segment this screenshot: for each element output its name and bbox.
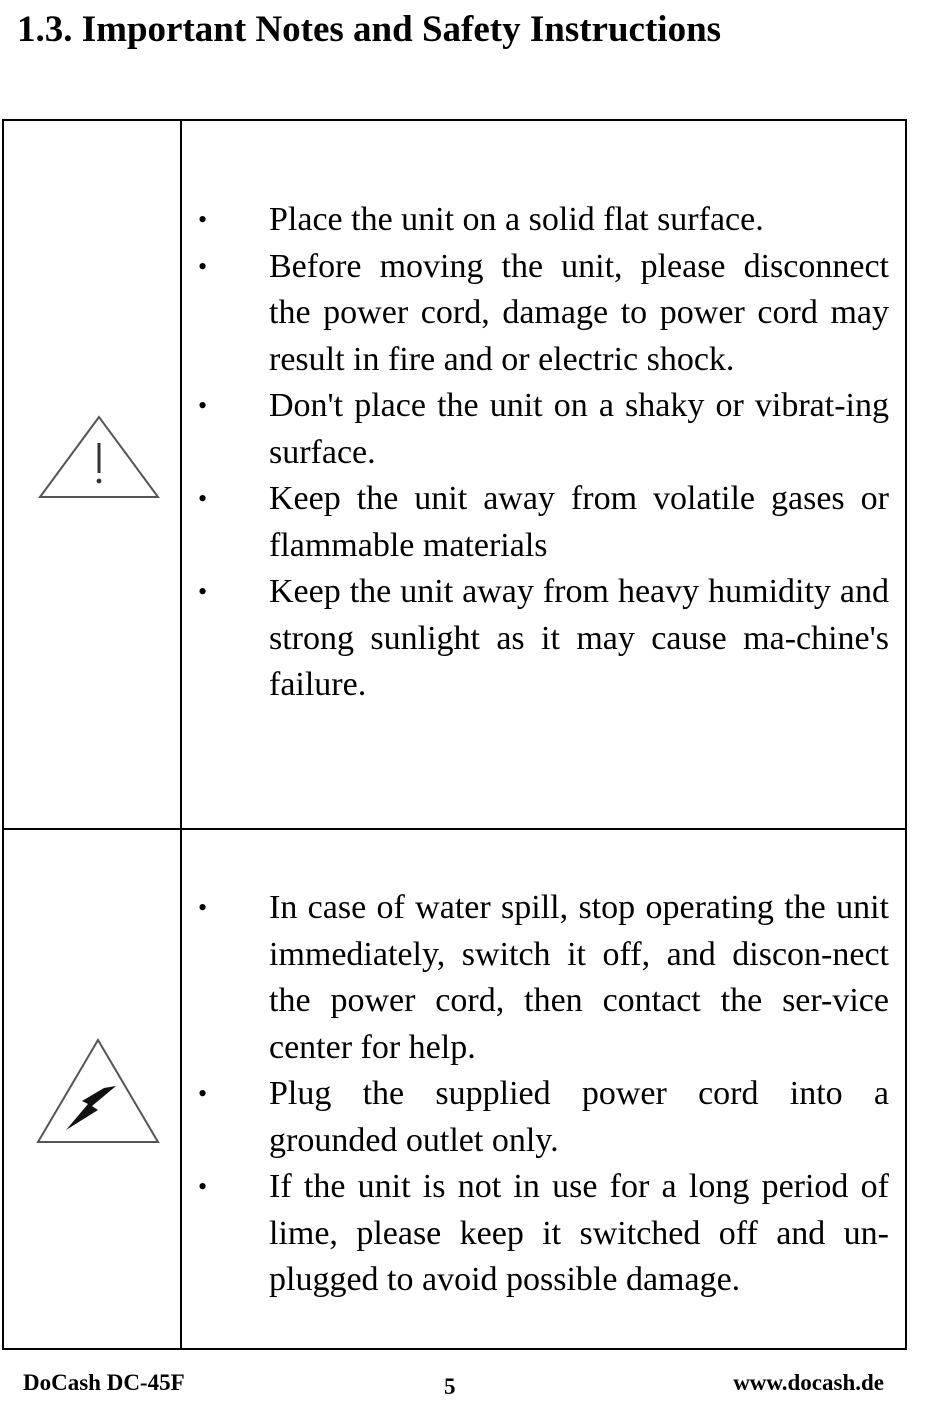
list-item-text: Place the unit on a solid flat surface. <box>269 201 764 238</box>
bullet-icon: • <box>198 391 208 420</box>
safety-table <box>2 119 907 1350</box>
bullet-icon: • <box>198 893 208 922</box>
table-row-electrical-safety <box>4 828 905 1348</box>
bullet-icon: • <box>198 577 208 606</box>
list-item <box>182 1071 889 1164</box>
list-item <box>182 197 889 244</box>
list-item <box>182 383 889 476</box>
list-item-text: Keep the unit away from heavy humidity and strong sunlight as it may cause ma-chine's failure. <box>269 573 889 703</box>
page-title: 1.3. Important Notes and Safety Instructions <box>17 9 722 50</box>
bullet-icon: • <box>198 1079 208 1108</box>
icon-cell <box>4 121 182 828</box>
bullet-icon: • <box>198 1172 208 1201</box>
footer-model: DoCash DC-45F <box>23 1370 185 1395</box>
list-item <box>182 1164 889 1304</box>
list-item-text: Plug the supplied power cord into a grounded outlet only. <box>269 1075 889 1159</box>
bullet-icon: • <box>198 251 208 281</box>
list-item-text: Don't place the unit on a shaky or vibrat-ing surface. <box>269 387 889 471</box>
table-row-general-safety <box>4 121 905 830</box>
icon-cell <box>4 828 182 1348</box>
warning-triangle-icon <box>38 415 160 501</box>
electric-shock-triangle-icon <box>36 1038 160 1146</box>
list-item <box>182 885 889 1071</box>
list-item-text: In case of water spill, stop operating the unit immediately, switch it off, and discon-nect the power cord, then contact the ser-vice center for help. <box>269 889 889 1066</box>
list-item-text: Before moving the unit, please disconnect the power cord, damage to power cord may result in fire and or electric shock. <box>269 247 889 378</box>
list-item <box>182 569 889 709</box>
safety-list-electrical <box>182 885 889 1304</box>
list-item <box>182 476 889 569</box>
list-item-text: If the unit is not in use for a long period of lime, please keep it switched off and un-plugged to avoid possible damage. <box>269 1168 889 1298</box>
footer-page-number: 5 <box>444 1374 456 1399</box>
bullet-icon: • <box>198 205 208 234</box>
list-item <box>182 244 889 384</box>
bullet-icon: • <box>198 484 208 513</box>
list-item-text: Keep the unit away from volatile gases or flammable materials <box>269 480 889 564</box>
safety-list-general <box>182 197 889 709</box>
footer-website: www.docash.de <box>733 1370 884 1395</box>
